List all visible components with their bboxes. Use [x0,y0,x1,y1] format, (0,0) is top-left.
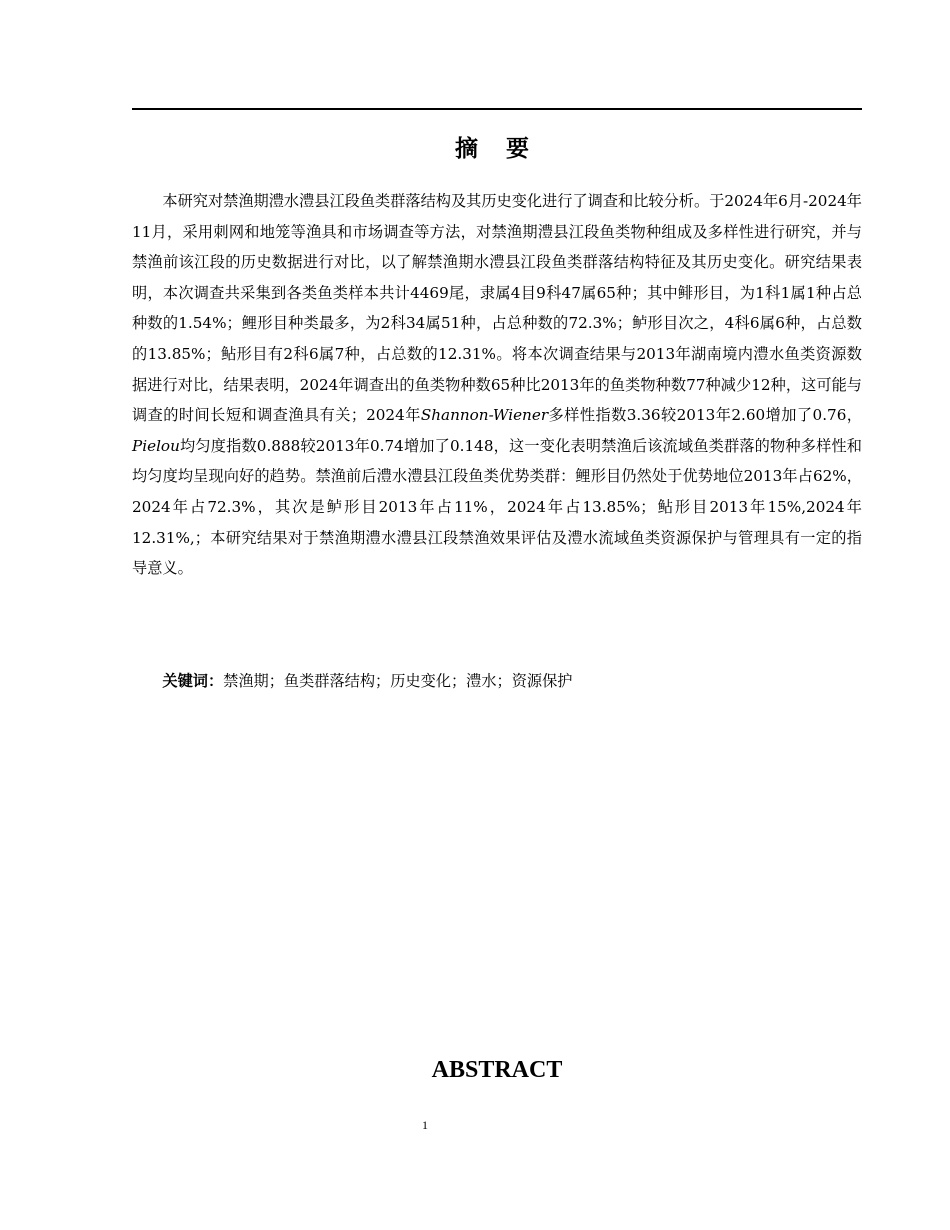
keywords-line [132,666,862,696]
abstract-text-part-1: 本研究对禁渔期澧水澧县江段鱼类群落结构及其历史变化进行了调查和比较分析。于2024年6月-2024年11月，采用刺网和地笼等渔具和市场调查等方法，对禁渔期澧县江段鱼类物种组成及多样性进行研究，并与禁渔前该江段的历史数据进行对比，以了解禁渔期水澧县江段鱼类群落结构特征及其历史变化。研究结果表明，本次调查共采集到各类鱼类样本共计4469尾，隶属4目9科47属65种；其中鲱形目，为1科1属1种占总种数的1.54%；鲤形目种类最多，为2科34属51种，占总种数的72.3%；鲈形目次之，4科6属6种，占总数的13.85%；鲇形目有2科6属7种，占总数的12.31%。将本次调查结果与2013年湖南境内澧水鱼类资源数据进行对比，结果表明，2024年调查出的鱼类物种数65种比2013年的鱼类物种数77种减少12种，这可能与调查的时间长短和调查渔具有关；2024年 [132,192,862,425]
header-rule [132,108,862,110]
abstract-text-part-2: 多样性指数3.36较2013年2.60增加了0.76， [548,406,862,425]
abstract-title-cn: 摘 要 [454,136,539,162]
abstract-body-cn [132,186,862,584]
abstract-title-en: ABSTRACT [431,1057,563,1083]
keywords-text: 禁渔期；鱼类群落结构；历史变化；澧水；资源保护 [223,672,573,690]
abstract-italic-pielou: Pielou [132,436,180,455]
keywords-label: 关键词： [162,672,224,690]
page-number: 1 [422,1118,428,1132]
abstract-text-part-3: 均匀度指数0.888较2013年0.74增加了0.148，这一变化表明禁渔后该流域鱼类群落的物种多样性和均匀度均呈现向好的趋势。禁渔前后澧水澧县江段鱼类优势类群：鲤形目仍然处于优势地位2013年占62%，2024年占72.3%，其次是鲈形目2013年占11%，2024年占13.85%；鲇形目2013年15%,2024年12.31%,；本研究结果对于禁渔期澧水澧县江段禁渔效果评估及澧水流域鱼类资源保护与管理具有一定的指导意义。 [132,436,862,578]
abstract-italic-shannon: Shannon-Wiener [420,406,549,425]
